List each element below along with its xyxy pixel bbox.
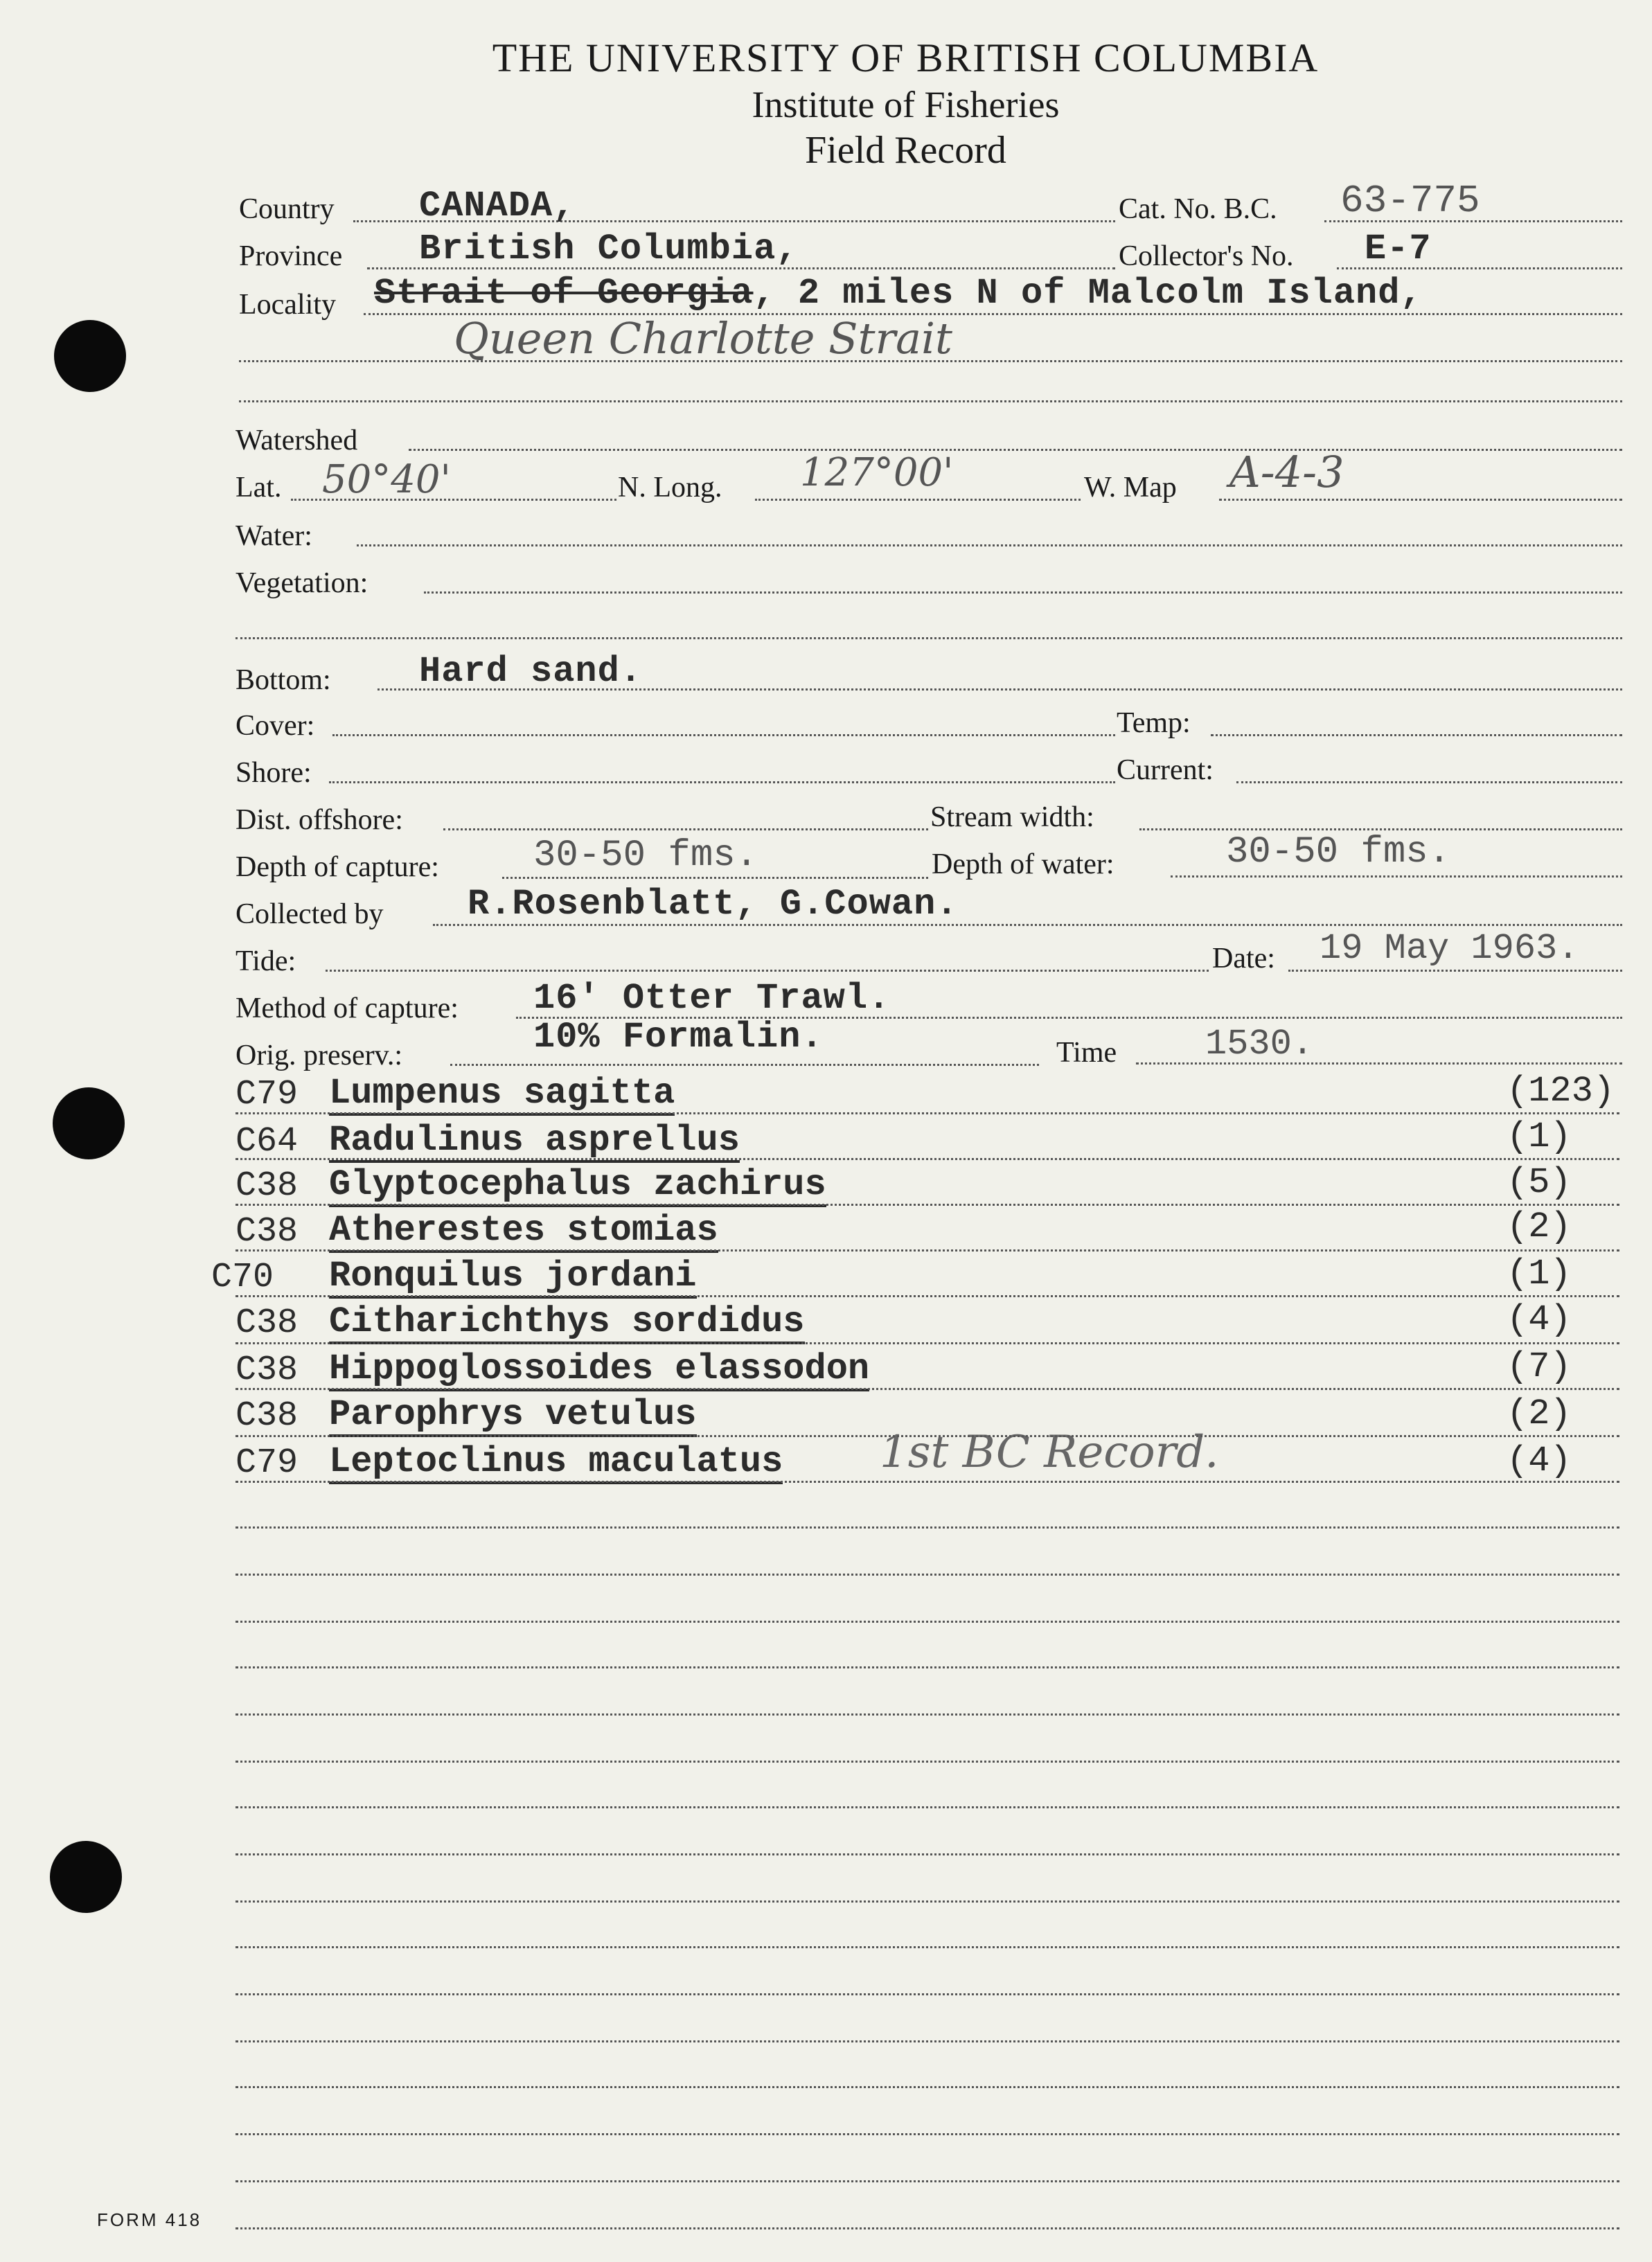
ruled-line (236, 1526, 1619, 1529)
species-count: (2) (1507, 1206, 1572, 1247)
ruled-line (236, 1481, 1619, 1483)
long-label: N. Long. (618, 472, 722, 504)
lat-label: Lat. (236, 472, 282, 504)
vegetation-label: Vegetation: (236, 567, 368, 599)
form-title: Field Record (805, 129, 1006, 172)
orig-preserv-label: Orig. preserv.: (236, 1040, 403, 1071)
locality-rest-text: , 2 miles N of Malcolm Island, (753, 273, 1423, 314)
species-name: Atherestes stomias (329, 1212, 718, 1253)
ruled-line (236, 1158, 1619, 1160)
depth-water-label: Depth of water: (932, 848, 1114, 880)
province-value: British Columbia, (419, 229, 799, 269)
locality-label: Locality (239, 289, 336, 321)
punch-hole (54, 320, 126, 392)
temp-line (1211, 734, 1622, 736)
long-value: 127°00' (800, 450, 954, 495)
species-code: C79 (236, 1443, 299, 1483)
depth-capture-label: Depth of capture: (236, 851, 439, 883)
institution-title: THE UNIVERSITY OF BRITISH COLUMBIA (492, 35, 1320, 80)
species-count: (2) (1507, 1393, 1572, 1434)
map-label: W. Map (1084, 472, 1177, 504)
ruled-line (236, 2133, 1619, 2135)
collectors-no-label: Collector's No. (1119, 240, 1294, 272)
country-label: Country (239, 193, 335, 225)
ruled-line (236, 1900, 1619, 1903)
species-count: (1) (1507, 1116, 1572, 1157)
current-line (1236, 781, 1622, 783)
species-code: C38 (236, 1351, 299, 1390)
ruled-line (236, 1713, 1619, 1716)
species-count: (4) (1507, 1299, 1572, 1340)
vegetation-line (424, 591, 1622, 594)
time-value: 1530. (1205, 1024, 1314, 1065)
species-code: C79 (236, 1075, 299, 1114)
species-code: C38 (236, 1303, 299, 1343)
species-code: C38 (236, 1212, 299, 1252)
orig-preserv-line (450, 1064, 1039, 1066)
species-name: Radulinus asprellus (329, 1122, 740, 1163)
species-name: Parophrys vetulus (329, 1396, 697, 1437)
ruled-line (236, 1853, 1619, 1855)
species-name: Citharichthys sordidus (329, 1303, 805, 1344)
punch-hole (53, 1087, 125, 1159)
ruled-line (236, 1112, 1619, 1114)
cover-line (332, 734, 1115, 736)
locality-handwritten: Queen Charlotte Strait (454, 313, 952, 364)
stream-width-line (1139, 828, 1622, 830)
locality-value (374, 273, 1423, 314)
bottom-label: Bottom: (236, 664, 331, 696)
ruled-line (236, 1249, 1619, 1252)
ruled-line (236, 1806, 1619, 1808)
ruled-line (236, 1946, 1619, 1948)
ruled-line (236, 1621, 1619, 1623)
country-value: CANADA, (419, 186, 576, 226)
ruled-line (236, 2227, 1619, 2229)
ruled-line (236, 1761, 1619, 1763)
species-code: C70 (211, 1258, 274, 1297)
species-name: Ronquilus jordani (329, 1258, 697, 1299)
vegetation-line-2 (236, 637, 1622, 639)
depth-water-value: 30-50 fms. (1226, 831, 1451, 873)
shore-line (329, 781, 1115, 783)
ruled-line (236, 1435, 1619, 1437)
institute-title: Institute of Fisheries (752, 84, 1060, 125)
time-label: Time (1056, 1037, 1117, 1069)
tide-label: Tide: (236, 945, 296, 977)
species-count: (4) (1507, 1441, 1572, 1481)
long-line (755, 499, 1081, 501)
dist-offshore-line (443, 828, 928, 830)
method-value: 16' Otter Trawl. (533, 978, 891, 1019)
collectors-no-value: E-7 (1365, 229, 1432, 269)
cat-no-value: 63-775 (1340, 179, 1480, 223)
method-label: Method of capture: (236, 992, 459, 1024)
watershed-label: Watershed (236, 425, 358, 456)
ruled-line (236, 1342, 1619, 1344)
bottom-value: Hard sand. (419, 651, 643, 692)
current-label: Current: (1117, 754, 1214, 786)
species-name: Leptoclinus maculatus (329, 1443, 783, 1484)
species-name: Hippoglossoides elassodon (329, 1351, 869, 1391)
water-label: Water: (236, 520, 312, 552)
ruled-line (236, 1666, 1619, 1668)
map-value: A-4-3 (1229, 447, 1344, 497)
tide-line (326, 970, 1209, 972)
ruled-line (236, 1388, 1619, 1390)
ruled-line (236, 2086, 1619, 2088)
province-label: Province (239, 240, 343, 272)
date-line (1288, 970, 1622, 972)
collected-by-value: R.Rosenblatt, G.Cowan. (468, 884, 959, 925)
ruled-line (236, 1295, 1619, 1297)
cover-label: Cover: (236, 710, 315, 742)
ruled-line (236, 2180, 1619, 2182)
species-name: Glyptocephalus zachirus (329, 1166, 826, 1207)
species-code: C38 (236, 1166, 299, 1206)
watershed-line (409, 449, 1622, 451)
orig-preserv-value: 10% Formalin. (533, 1017, 824, 1058)
map-line (1219, 499, 1622, 501)
ruled-line (236, 1204, 1619, 1206)
species-name: Lumpenus sagitta (329, 1075, 675, 1116)
cat-no-label: Cat. No. B.C. (1119, 193, 1277, 225)
depth-water-line (1171, 875, 1622, 878)
collected-by-label: Collected by (236, 898, 384, 930)
species-count: (5) (1507, 1162, 1572, 1203)
species-count: (1) (1507, 1254, 1572, 1294)
date-label: Date: (1212, 943, 1275, 974)
form-number: FORM 418 (97, 2209, 202, 2230)
ruled-line (236, 2040, 1619, 2042)
ruled-line (236, 1574, 1619, 1576)
first-record-note: 1st BC Record. (880, 1427, 1219, 1478)
lat-value: 50°40' (322, 457, 451, 502)
temp-label: Temp: (1117, 707, 1191, 739)
date-value: 19 May 1963. (1320, 928, 1579, 969)
depth-capture-line (502, 877, 928, 879)
locality-line-3 (239, 400, 1622, 402)
species-count: (123) (1507, 1071, 1615, 1112)
water-line (357, 544, 1622, 546)
shore-label: Shore: (236, 757, 312, 789)
species-count: (7) (1507, 1346, 1572, 1387)
depth-capture-value: 30-50 fms. (533, 835, 758, 877)
ruled-line (236, 1993, 1619, 1995)
species-code: C64 (236, 1122, 299, 1161)
punch-hole (50, 1841, 122, 1913)
dist-offshore-label: Dist. offshore: (236, 804, 403, 836)
locality-line-2 (239, 360, 1622, 362)
stream-width-label: Stream width: (930, 801, 1094, 833)
locality-struck-text: Strait of Georgia (374, 273, 754, 314)
species-code: C38 (236, 1396, 299, 1436)
